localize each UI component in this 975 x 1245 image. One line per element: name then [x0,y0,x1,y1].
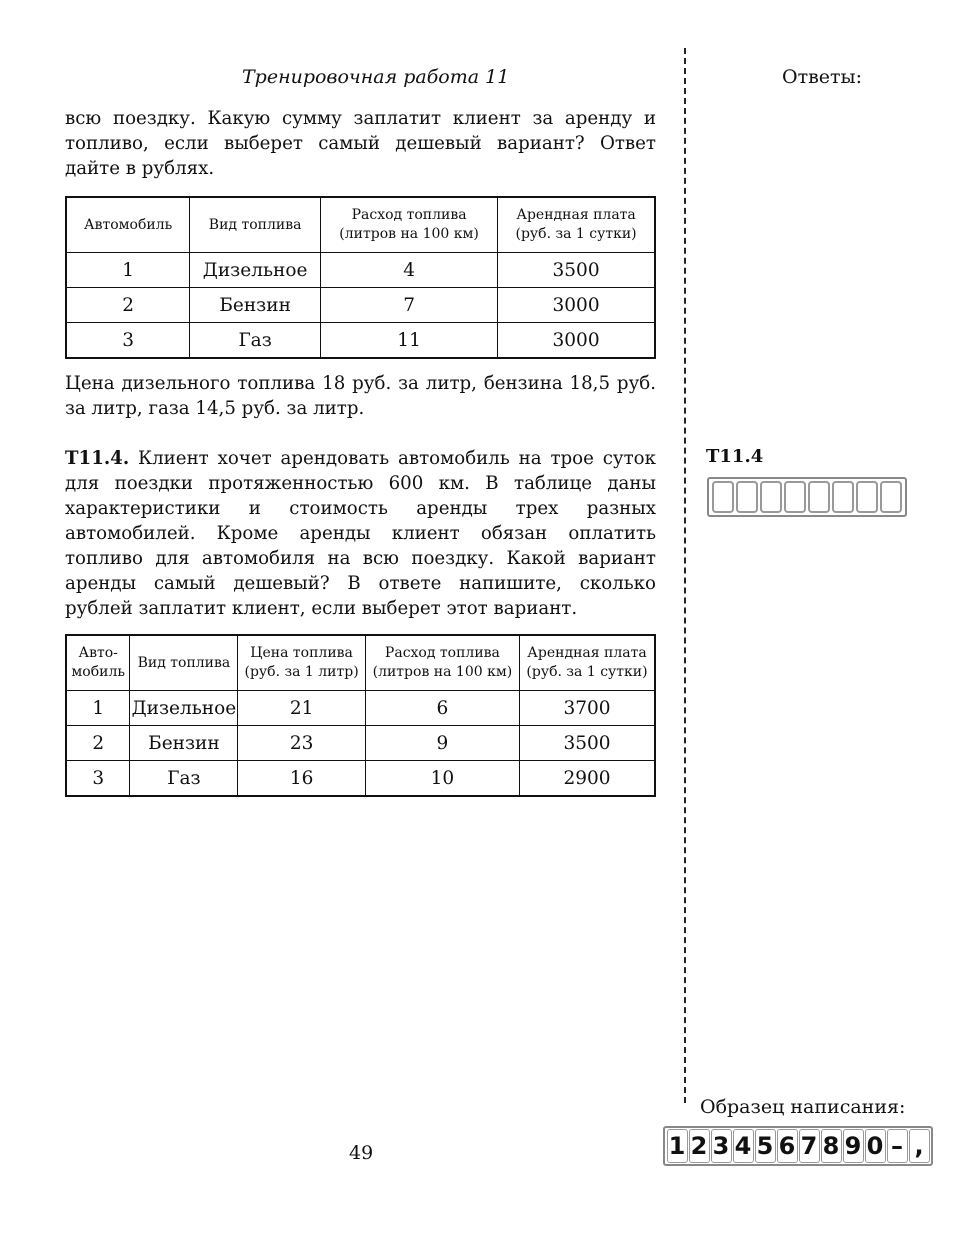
sample-char: 6 [777,1129,798,1163]
sample-char: 7 [799,1129,820,1163]
answer-digit-box[interactable] [880,481,902,513]
sample-char: 2 [689,1129,710,1163]
table-header-cell: Расход топлива (литров на 100 км) [365,635,519,691]
sample-char: 9 [843,1129,864,1163]
sample-char: , [909,1129,930,1163]
table-cell: Дизельное [190,253,321,288]
table-header-row [66,635,655,691]
answer-digit-box[interactable] [736,481,758,513]
table-cell: 4 [321,253,498,288]
sample-writing [663,1126,933,1166]
table-cell: 9 [365,726,519,761]
page-header-title: Тренировочная работа 11 [242,66,510,88]
table-cell: 1 [66,253,190,288]
table-cell: 3 [66,323,190,359]
table-header-cell: Вид топлива [130,635,238,691]
page-number: 49 [349,1142,374,1164]
answer-digit-box[interactable] [712,481,734,513]
table-header-cell: Арендная плата (руб. за 1 сутки) [520,635,656,691]
rental-table-1 [65,196,656,359]
sample-char: 5 [755,1129,776,1163]
table-cell: 23 [238,726,365,761]
table-header-row [66,197,655,253]
table-header-cell: Цена топлива (руб. за 1 литр) [238,635,365,691]
table-cell: Бензин [190,288,321,323]
task-text: Клиент хочет арендовать автомобиль на трое суток для поездки протяженностью 600 км. В таблице даны характеристики и стоимость аренды трех разных автомобилей. Кроме аренды клиент обязан оплатить топливо для автомобиля на всю поездку. Какой вариант аренды самый дешевый? В ответе напишите, сколько рублей заплатит клиент, если выберет этот вариант. [65,448,656,619]
table-cell: 2 [66,288,190,323]
sample-char: 4 [733,1129,754,1163]
table-cell: Газ [190,323,321,359]
sample-char: 3 [711,1129,732,1163]
table-cell: 11 [321,323,498,359]
table-cell: 3000 [498,323,655,359]
table-header-cell: Арендная плата (руб. за 1 сутки) [498,197,655,253]
table-header-cell: Автомобиль [66,197,190,253]
intro-paragraph: всю поездку. Какую сумму заплатит клиент за аренду и топливо, если выберет самый дешевый вариант? Ответ дайте в рублях. [65,108,656,179]
table-cell: 3500 [520,726,656,761]
table-row [66,761,655,797]
table-row [66,253,655,288]
answer-digit-box[interactable] [784,481,806,513]
table-cell: 7 [321,288,498,323]
task-paragraph [65,446,656,621]
answer-digit-box[interactable] [832,481,854,513]
table-cell: 21 [238,691,365,726]
answer-input[interactable] [707,477,907,517]
fuel-prices-note: Цена дизельного топлива 18 руб. за литр, бензина 18,5 руб. за литр, газа 14,5 руб. за литр. [65,373,656,419]
answer-digit-box[interactable] [856,481,878,513]
sample-char: 8 [821,1129,842,1163]
task-label: T11.4. [65,448,130,469]
table-header-cell: Авто-мобиль [66,635,130,691]
table-cell: 10 [365,761,519,797]
table-cell: 3500 [498,253,655,288]
table-cell: 2 [66,726,130,761]
answer-digit-box[interactable] [808,481,830,513]
rental-table-2 [65,634,656,797]
sample-char: 0 [865,1129,886,1163]
table-cell: 3 [66,761,130,797]
table-row [66,691,655,726]
table-cell: Дизельное [130,691,238,726]
table-row [66,323,655,359]
table-row [66,288,655,323]
table-header-cell: Расход топлива (литров на 100 км) [321,197,498,253]
dashed-divider [684,48,686,1103]
table-cell: 6 [365,691,519,726]
answers-heading: Ответы: [782,66,863,88]
table-row [66,726,655,761]
table-cell: Бензин [130,726,238,761]
table-cell: Газ [130,761,238,797]
table-header-cell: Вид топлива [190,197,321,253]
answer-digit-box[interactable] [760,481,782,513]
table-cell: 1 [66,691,130,726]
answer-task-label: T11.4 [706,446,764,467]
table-cell: 16 [238,761,365,797]
table-cell: 2900 [520,761,656,797]
table-cell: 3000 [498,288,655,323]
sample-char: – [887,1129,908,1163]
table-cell: 3700 [520,691,656,726]
sample-char: 1 [667,1129,688,1163]
sample-label: Образец написания: [700,1096,906,1118]
